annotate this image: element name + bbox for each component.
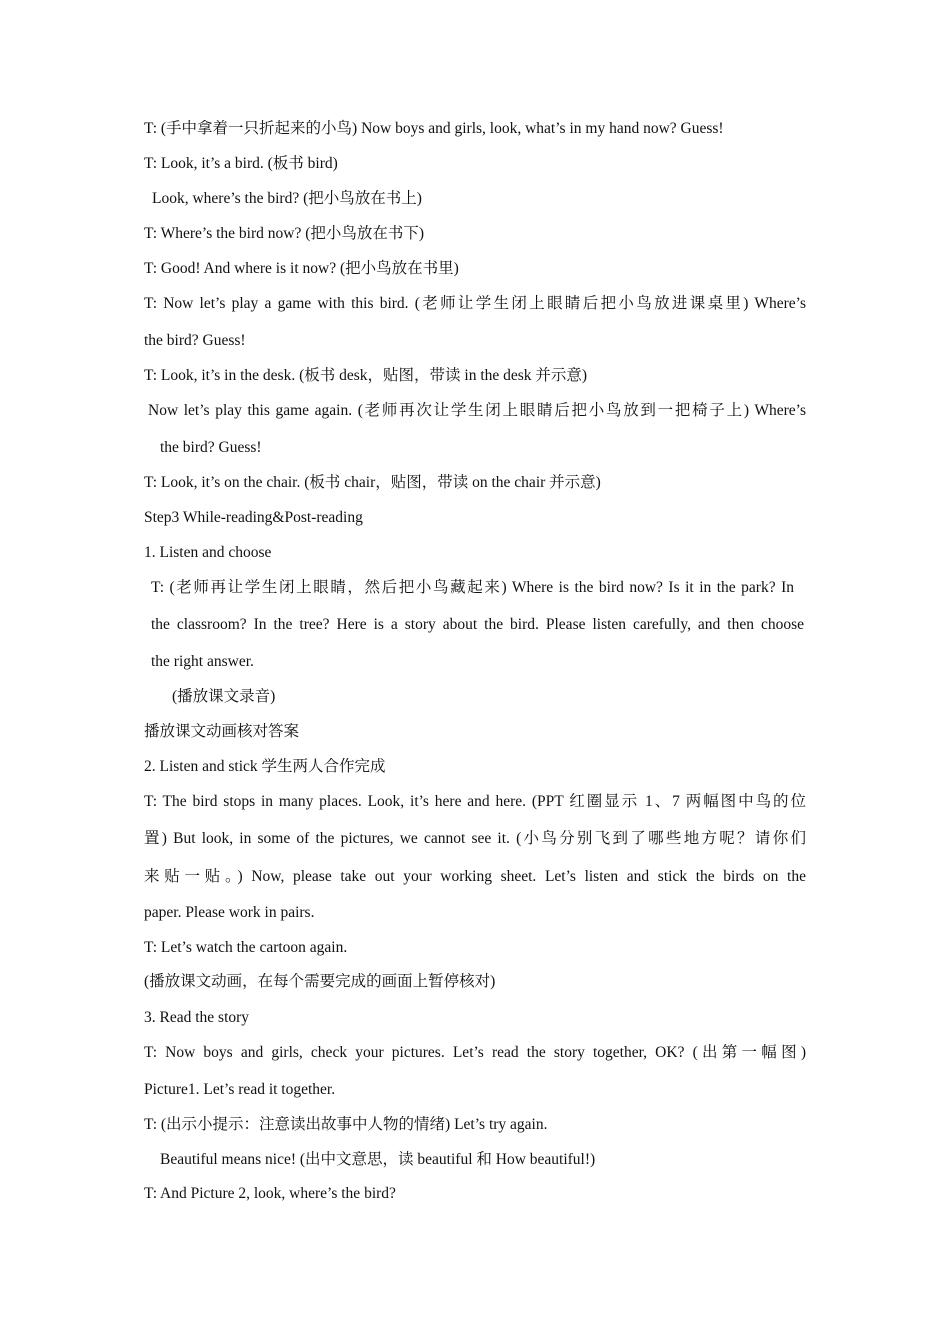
text-line: the bird? Guess!	[144, 332, 246, 349]
text-line: the classroom? In the tree? Here is a story about the bird. Please listen carefully, and then choose	[151, 616, 804, 633]
text-line: the right answer.	[151, 653, 254, 670]
text-line: 播放课文动画核对答案	[144, 723, 300, 740]
text-line: Look, where’s the bird? (把小鸟放在书上)	[152, 190, 422, 207]
step-heading: Step3 While-reading&Post-reading	[144, 509, 363, 526]
text-line: T: (出示小提示：注意读出故事中人物的情绪) Let’s try again.	[144, 1116, 548, 1133]
section-heading: 3. Read the story	[144, 1009, 250, 1026]
text-line: T: The bird stops in many places. Look, it’s here and here. (PPT 红圈显示 1、7 两幅图中鸟的位	[144, 793, 806, 810]
text-line: T: Where’s the bird now? (把小鸟放在书下)	[144, 225, 425, 242]
text-line: paper. Please work in pairs.	[144, 904, 315, 921]
text-line: (播放课文录音)	[172, 688, 276, 705]
text-line: (播放课文动画，在每个需要完成的画面上暂停核对)	[144, 973, 496, 990]
text-line: T: Now let’s play a game with this bird. (老师让学生闭上眼睛后把小鸟放进课桌里) Where’s	[144, 295, 806, 312]
text-line: T: Look, it’s a bird. (板书 bird)	[144, 155, 338, 172]
text-line: T: Now boys and girls, check your pictures. Let’s read the story together, OK? (出第一幅图)	[144, 1044, 806, 1061]
text-line: T: Look, it’s in the desk. (板书 desk，贴图，带读 in the desk 并示意)	[144, 367, 588, 384]
text-line: Beautiful means nice! (出中文意思，读 beautiful 和 How beautiful!)	[160, 1151, 596, 1168]
text-line: T: And Picture 2, look, where’s the bird?	[144, 1185, 396, 1202]
text-line: Now let’s play this game again. (老师再次让学生闭上眼睛后把小鸟放到一把椅子上) Where’s	[148, 402, 806, 419]
text-line: 来贴一贴。) Now, please take out your working sheet. Let’s listen and stick the birds on the	[144, 868, 806, 885]
text-line: Picture1. Let’s read it together.	[144, 1081, 336, 1098]
text-line: T: (手中拿着一只折起来的小鸟) Now boys and girls, look, what’s in my hand now? Guess!	[144, 120, 724, 137]
section-heading: 2. Listen and stick 学生两人合作完成	[144, 758, 386, 775]
section-heading: 1. Listen and choose	[144, 544, 272, 561]
text-line: T: Let’s watch the cartoon again.	[144, 939, 348, 956]
text-line: 置) But look, in some of the pictures, we cannot see it. (小鸟分别飞到了哪些地方呢？请你们	[144, 830, 806, 847]
text-line: T: (老师再让学生闭上眼睛，然后把小鸟藏起来) Where is the bird now? Is it in the park? In	[151, 579, 794, 596]
text-line: T: Good! And where is it now? (把小鸟放在书里)	[144, 260, 459, 277]
text-line: the bird? Guess!	[160, 439, 262, 456]
text-line: T: Look, it’s on the chair. (板书 chair，贴图，带读 on the chair 并示意)	[144, 474, 601, 491]
